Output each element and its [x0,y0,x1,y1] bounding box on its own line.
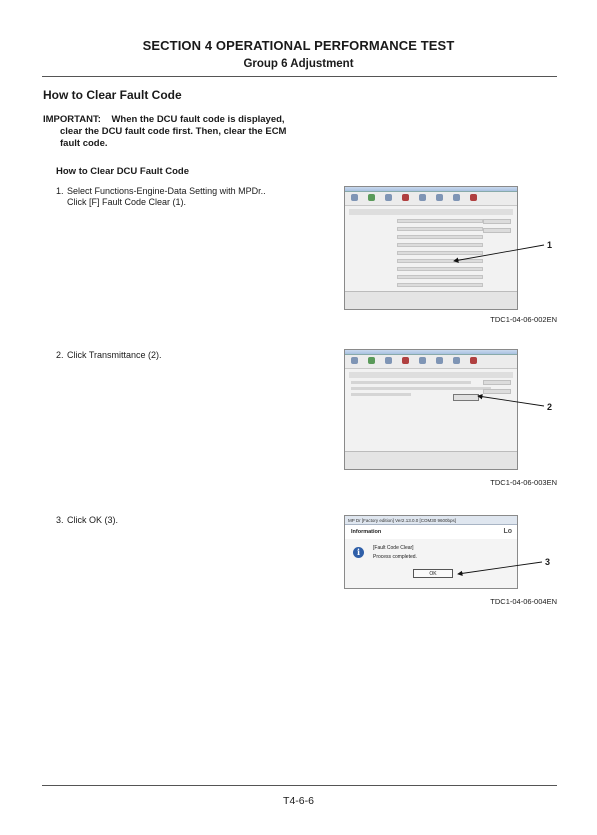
step-number: 2. [56,350,64,360]
screenshot-fault-code-clear [344,349,518,470]
important-text-line1: When the DCU fault code is displayed, [111,114,285,125]
toolbar-icon [351,357,358,364]
toolbar [345,192,517,206]
group-title: Group 6 Adjustment [243,58,354,70]
dialog-message: [Fault Code Clear] [373,545,414,551]
section-heading: How to Clear Fault Code [43,88,182,102]
toolbar-icon [402,357,409,364]
text-line [351,393,411,396]
toolbar [345,355,517,369]
figure-caption: TDC1-04-06-004EN [490,597,557,606]
toolbar-icon [436,194,443,201]
status-area [345,291,517,309]
important-text-line2: clear the DCU fault code first. Then, clear the ECM [60,126,287,137]
callout-3: 3 [545,557,551,567]
breadcrumb [349,372,513,378]
toolbar-icon [453,194,460,201]
step-text: Click Transmittance (2). [67,350,162,360]
footer-divider [42,785,557,786]
dialog-header [345,525,517,539]
toolbar-icon [419,357,426,364]
side-button [483,228,511,233]
info-icon: i [353,547,364,558]
section-title: SECTION 4 OPERATIONAL PERFORMANCE TEST [142,38,455,53]
toolbar-icon [385,357,392,364]
menu-item [397,235,483,239]
dialog-body [345,539,517,589]
menu-item [397,251,483,255]
toolbar-icon [436,357,443,364]
ok-button: OK [413,569,453,578]
dialog-window-title: MP Dr [Factory edition] Ver2.13.0.0 [COM30 9600bps] [345,516,517,525]
menu-item [397,267,483,271]
logo-icon: Lo [503,528,512,535]
important-note [43,114,303,150]
dialog-message: Process completed. [373,554,417,560]
step-number: 1. [56,186,64,196]
toolbar-icon [453,357,460,364]
transmittance-button [453,394,479,401]
step-number: 3. [56,515,64,525]
toolbar-icon [470,357,477,364]
menu-item [397,219,483,223]
page-number: T4-6-6 [283,795,314,807]
toolbar-icon [351,194,358,201]
step-2 [56,350,162,361]
dialog-heading: Information [351,529,382,535]
menu-item-fault-code-clear [397,259,483,263]
step-text: Click OK (3). [67,515,119,525]
screenshot-data-setting [344,186,518,310]
step-3 [56,515,118,526]
figure-caption: TDC1-04-06-003EN [490,478,557,487]
figure-caption: TDC1-04-06-002EN [490,315,557,324]
toolbar-icon [368,357,375,364]
toolbar-icon [402,194,409,201]
toolbar-icon [368,194,375,201]
menu-item [397,243,483,247]
text-line [351,387,491,390]
step-text: Select Functions-Engine-Data Setting with MPDr.. [67,186,266,196]
status-area [345,451,517,469]
toolbar-icon [470,194,477,201]
step-1 [56,186,266,208]
screenshot-information-dialog [344,515,518,589]
important-text-line3: fault code. [60,138,108,149]
side-button [483,219,511,224]
side-button [483,389,511,394]
toolbar-icon [385,194,392,201]
callout-2: 2 [547,402,553,412]
subsection-heading: How to Clear DCU Fault Code [56,166,190,177]
menu-item [397,275,483,279]
toolbar-icon [419,194,426,201]
step-text-continued: Click [F] Fault Code Clear (1). [67,197,187,207]
header-divider [42,76,557,77]
callout-1: 1 [547,240,553,250]
menu-item [397,283,483,287]
important-label: IMPORTANT: [43,114,101,125]
menu-item [397,227,483,231]
side-button [483,380,511,385]
breadcrumb [349,209,513,215]
text-line [351,381,471,384]
